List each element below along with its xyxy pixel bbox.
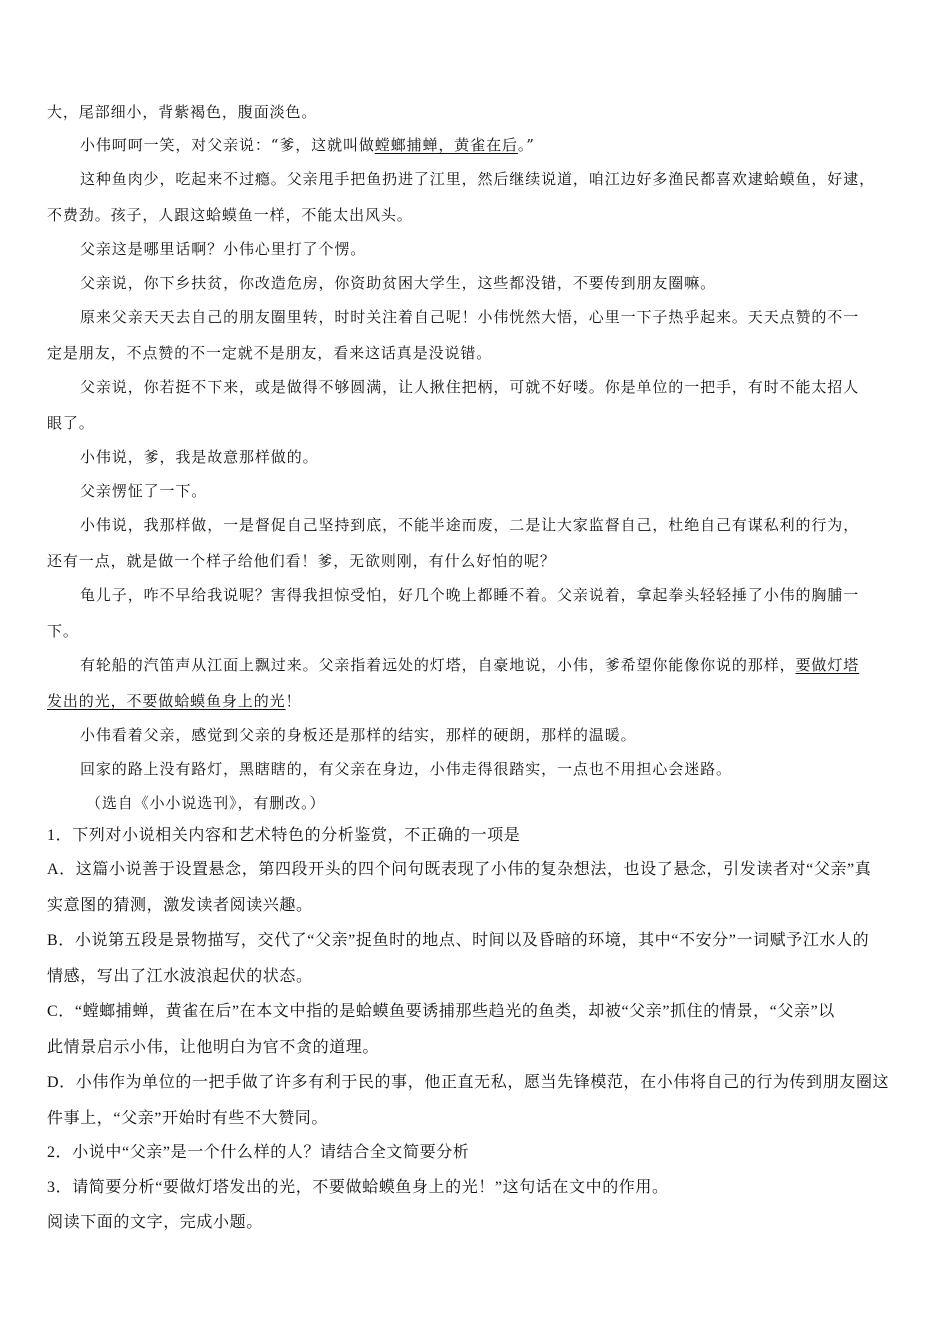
story-paragraph-10-line-2: 还有一点，就是做一个样子给他们看！爹，无欲则刚，有什么好怕的呢？ <box>47 552 556 570</box>
next-reading-instruction: 阅读下面的文字，完成小题。 <box>47 1214 263 1231</box>
story-paragraph-5: 父亲说，你下乡扶贫，你改造危房，你资助贫困大学生，这些都没错，不要传到朋友圈嘛。 <box>80 274 717 292</box>
question-2: 2．小说中“父亲”是一个什么样的人？请结合全文简要分析 <box>47 1144 470 1161</box>
option-a-line-2: 实意图的猜测，激发读者阅读兴趣。 <box>47 897 313 914</box>
story-paragraph-4: 父亲这是哪里话啊？小伟心里打了个愣。 <box>80 240 367 258</box>
story-paragraph-11-line-2: 下。 <box>47 622 79 640</box>
story-paragraph-7-line-2: 眼了。 <box>47 414 95 432</box>
paragraph-text: 小伟呵呵一笑，对父亲说：“爹，这就叫做 <box>80 136 375 154</box>
paragraph-text: ！ <box>285 692 302 710</box>
option-c-line-1: C．“螳螂捕蝉，黄雀在后”在本文中指的是蛤蟆鱼要诱捕那些趋光的鱼类，却被“父亲”抓住的情景，“父亲”以 <box>47 1003 835 1020</box>
story-paragraph-1: 大，尾部细小，背紫褐色，腹面淡色。 <box>47 103 318 121</box>
question-1: 1．下列对小说相关内容和艺术特色的分析鉴赏，不正确的一项是 <box>47 827 521 844</box>
option-d-line-1: D．小伟作为单位的一把手做了许多有利于民的事，他正直无私，愿当先锋模范，在小伟将自己的行为传到朋友圈这 <box>47 1074 890 1091</box>
option-c-line-2: 此情景启示小伟，让他明白为官不贪的道理。 <box>47 1039 380 1056</box>
underlined-phrase: 螳螂捕蝉，黄雀在后 <box>374 136 518 154</box>
story-paragraph-2 <box>80 134 910 156</box>
story-paragraph-8: 小伟说，爹，我是故意那样做的。 <box>80 448 319 466</box>
story-paragraph-9: 父亲愣怔了一下。 <box>80 482 208 500</box>
story-paragraph-3-line-1: 这种鱼肉少，吃起来不过瘾。父亲甩手把鱼扔进了江里，然后继续说道，咱江边好多渔民都喜欢逮蛤蟆鱼，好逮， <box>80 170 876 188</box>
underlined-phrase: 要做灯塔 <box>795 656 860 674</box>
story-paragraph-3-line-2: 不费劲。孩子，人跟这蛤蟆鱼一样，不能太出风头。 <box>47 206 413 224</box>
underlined-phrase: 发出的光，不要做蛤蟆鱼身上的光 <box>47 692 286 710</box>
source-note: （选自《小小说选刊》，有删改。） <box>86 794 326 812</box>
story-paragraph-10-line-1: 小伟说，我那样做，一是督促自己坚持到底，不能半途而废，二是让大家监督自己，杜绝自己有谋私利的行为， <box>80 516 860 534</box>
story-paragraph-14: 回家的路上没有路灯，黑瞎瞎的，有父亲在身边，小伟走得很踏实，一点也不用担心会迷路。 <box>80 760 732 778</box>
story-paragraph-12-line-2 <box>47 690 907 712</box>
option-b-line-2: 情感，写出了江水波浪起伏的状态。 <box>47 968 313 985</box>
story-paragraph-6-line-2: 定是朋友，不点赞的不一定就不是朋友，看来这话真是没说错。 <box>47 344 493 362</box>
story-paragraph-13: 小伟看着父亲，感觉到父亲的身板还是那样的结实，那样的硬朗，那样的温暖。 <box>80 726 637 744</box>
option-d-line-2: 件事上，“父亲”开始时有些不大赞同。 <box>47 1110 329 1127</box>
story-paragraph-7-line-1: 父亲说，你若挺不下来，或是做得不够圆满，让人揪住把柄，可就不好喽。你是单位的一把手，有时不能太招人 <box>80 378 860 396</box>
paragraph-text: 有轮船的汽笛声从江面上飘过来。父亲指着远处的灯塔，自豪地说，小伟，爹希望你能像你说的那样， <box>80 656 796 674</box>
story-paragraph-11-line-1: 龟儿子，咋不早给我说呢？害得我担惊受怕，好几个晚上都睡不着。父亲说着，拿起拳头轻轻捶了小伟的胸脯一 <box>80 586 860 604</box>
paragraph-text: 。” <box>517 136 535 154</box>
question-3: 3．请简要分析“要做灯塔发出的光，不要做蛤蟆鱼身上的光！”这句话在文中的作用。 <box>47 1179 669 1196</box>
option-b-line-1: B．小说第五段是景物描写，交代了“父亲”捉鱼时的地点、时间以及昏暗的环境，其中“不安分”一词赋予江水人的 <box>47 932 870 949</box>
option-a-line-1: A．这篇小说善于设置悬念，第四段开头的四个问句既表现了小伟的复杂想法，也设了悬念，引发读者对“父亲”真 <box>47 861 872 878</box>
story-paragraph-6-line-1: 原来父亲天天去自己的朋友圈里转，时时关注着自己呢！小伟恍然大悟，心里一下子热乎起来。天天点赞的不一 <box>80 308 860 326</box>
story-paragraph-12-line-1 <box>80 654 910 676</box>
